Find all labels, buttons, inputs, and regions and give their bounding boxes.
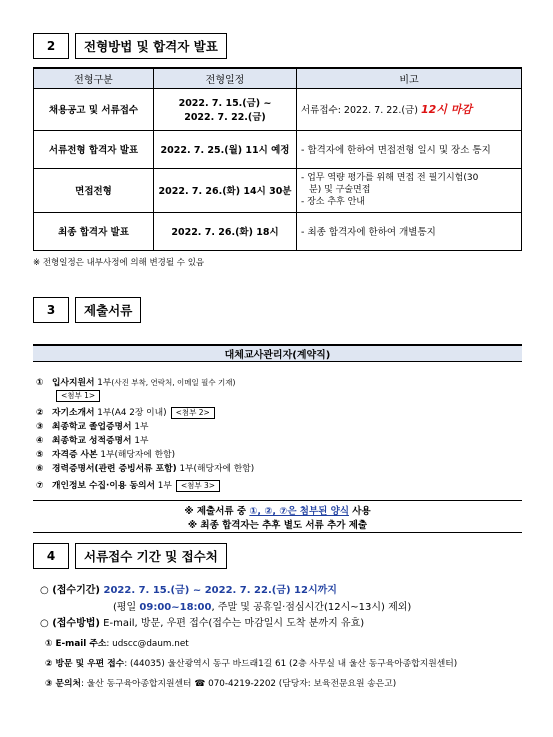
table-row <box>34 88 522 130</box>
note-text: 사용 <box>349 506 371 517</box>
contact-label: ③ 문의처 <box>45 679 82 689</box>
item-extra: 1부 <box>134 436 149 446</box>
period-hours: 09:00~18:00 <box>139 602 212 613</box>
section-title: 서류접수 기간 및 접수처 <box>75 543 227 569</box>
remark-text: - 장소 추후 안내 <box>301 197 365 207</box>
section-3-header <box>33 297 141 323</box>
remark-text: 분) 및 구술면접 <box>309 185 371 195</box>
item-number: ④ <box>36 436 44 446</box>
list-item <box>36 448 254 462</box>
date-text: 2022. 7. 22.(금) <box>184 112 266 123</box>
documents-note-final: ※ 최종 합격자는 추후 별도 서류 추가 제출 <box>187 520 368 531</box>
attachment-tag: <첨부 1> <box>56 390 100 402</box>
item-number: ② <box>36 408 44 418</box>
item-number: ⑤ <box>36 450 44 460</box>
documents-note <box>33 503 522 517</box>
section-2-header <box>33 33 227 59</box>
item-number: ① <box>36 378 44 388</box>
stage-cell: 채용공고 및 서류접수 <box>34 88 154 130</box>
remark-cell <box>297 168 522 212</box>
item-name: 최종학교 성적증명서 <box>52 436 132 446</box>
item-extra: 1부(해당자에 한함) <box>179 464 255 474</box>
stage-cell: 서류전형 합격자 발표 <box>34 130 154 168</box>
item-extra: 1부 <box>157 481 172 491</box>
table-row <box>34 130 522 168</box>
table-row <box>34 168 522 212</box>
list-item <box>36 376 254 390</box>
divider <box>33 532 522 533</box>
attachment-tag: <첨부 2> <box>171 407 215 419</box>
contact-info <box>45 676 396 689</box>
item-extra: 1부 <box>134 422 149 432</box>
email-value: : udscc@daum.net <box>106 639 189 649</box>
method-value: E-mail, 방문, 우편 접수(접수는 마감일시 도착 분까지 유효) <box>100 618 365 629</box>
item-number: ③ <box>36 422 44 432</box>
list-item <box>36 406 254 420</box>
list-item-attachment <box>36 390 254 402</box>
date-cell: 2022. 7. 26.(화) 18시 <box>154 212 297 250</box>
section-number: 2 <box>33 33 69 59</box>
reception-method <box>40 614 364 629</box>
documents-box-title: 대체교사관리자(계약직) <box>33 344 522 362</box>
method-label: ○ (접수방법) <box>40 618 100 629</box>
reception-period-detail <box>113 598 411 613</box>
item-extra: 1부 <box>97 378 112 388</box>
item-name: 최종학교 졸업증명서 <box>52 422 132 432</box>
column-header: 비고 <box>297 68 522 88</box>
visit-value: : (44035) 울산광역시 동구 바드래1길 61 (2층 사무실 내 울산 동구육아종합지원센터) <box>124 659 458 669</box>
date-cell: 2022. 7. 25.(월) 11시 예정 <box>154 130 297 168</box>
column-header: 전형일정 <box>154 68 297 88</box>
attachment-tag: <첨부 3> <box>176 480 220 492</box>
list-item <box>36 462 254 476</box>
item-extra: 1부(A4 2장 이내) <box>97 408 167 418</box>
item-name: 입사지원서 <box>52 378 95 388</box>
list-item <box>36 420 254 434</box>
item-number: ⑦ <box>36 481 44 491</box>
section-title: 전형방법 및 합격자 발표 <box>75 33 227 59</box>
stage-cell: 최종 합격자 발표 <box>34 212 154 250</box>
remark-cell <box>297 88 522 130</box>
remark-text: 서류접수: 2022. 7. 22.(금) <box>301 105 418 116</box>
period-detail: , 주말 및 공휴일·점심시간(12시~13시) 제외) <box>211 602 412 613</box>
remark-cell: - 최종 합격자에 한하여 개별통지 <box>297 212 522 250</box>
date-text: 2022. 7. 15.(금) ~ <box>178 98 272 109</box>
period-label: ○ (접수기간) <box>40 585 104 596</box>
date-cell <box>154 88 297 130</box>
table-header-row <box>34 68 522 88</box>
reception-period <box>40 581 337 596</box>
list-item <box>36 479 254 493</box>
note-text: ※ 제출서류 중 <box>184 506 250 517</box>
date-cell: 2022. 7. 26.(화) 14시 30분 <box>154 168 297 212</box>
contact-value: : 울산 동구육아종합지원센터 ☎ 070-4219-2202 (담당자: 보육전문요원 송은고) <box>81 679 397 689</box>
schedule-footnote: ※ 전형일정은 내부사정에 의해 변경될 수 있음 <box>33 258 205 268</box>
item-note: (사진 부착, 연락처, 이메일 필수 기재) <box>111 378 236 387</box>
item-name: 경력증명서(관련 증빙서류 포함) <box>52 464 177 474</box>
period-value: 2022. 7. 15.(금) ~ 2022. 7. 22.(금) 12시까지 <box>103 585 337 596</box>
column-header: 전형구분 <box>34 68 154 88</box>
divider <box>33 500 522 501</box>
section-number: 3 <box>33 297 69 323</box>
item-extra: 1부(해당자에 한함) <box>100 450 176 460</box>
schedule-table <box>33 67 522 251</box>
section-number: 4 <box>33 543 69 569</box>
section-title: 제출서류 <box>75 297 141 323</box>
note-highlight: ①, ②, ⑦은 첨부된 양식 <box>249 506 349 517</box>
period-detail: (평일 <box>113 602 140 613</box>
table-row <box>34 212 522 250</box>
item-number: ⑥ <box>36 464 44 474</box>
email-label: ① E-mail 주소 <box>45 639 107 649</box>
visit-mail-address <box>45 656 457 669</box>
stage-cell: 면접전형 <box>34 168 154 212</box>
email-address <box>45 636 189 649</box>
remark-text: - 업무 역량 평가를 위해 면접 전 필기시험(30 <box>301 173 479 183</box>
item-name: 개인정보 수집·이용 동의서 <box>52 481 155 491</box>
item-name: 자격증 사본 <box>52 450 98 460</box>
deadline-highlight: 12시 마감 <box>420 103 472 116</box>
visit-label: ② 방문 및 우편 접수 <box>45 659 125 669</box>
documents-list <box>36 376 254 493</box>
section-4-header <box>33 543 227 569</box>
list-item <box>36 434 254 448</box>
remark-cell: - 합격자에 한하여 면접전형 일시 및 장소 통지 <box>297 130 522 168</box>
item-name: 자기소개서 <box>52 408 95 418</box>
